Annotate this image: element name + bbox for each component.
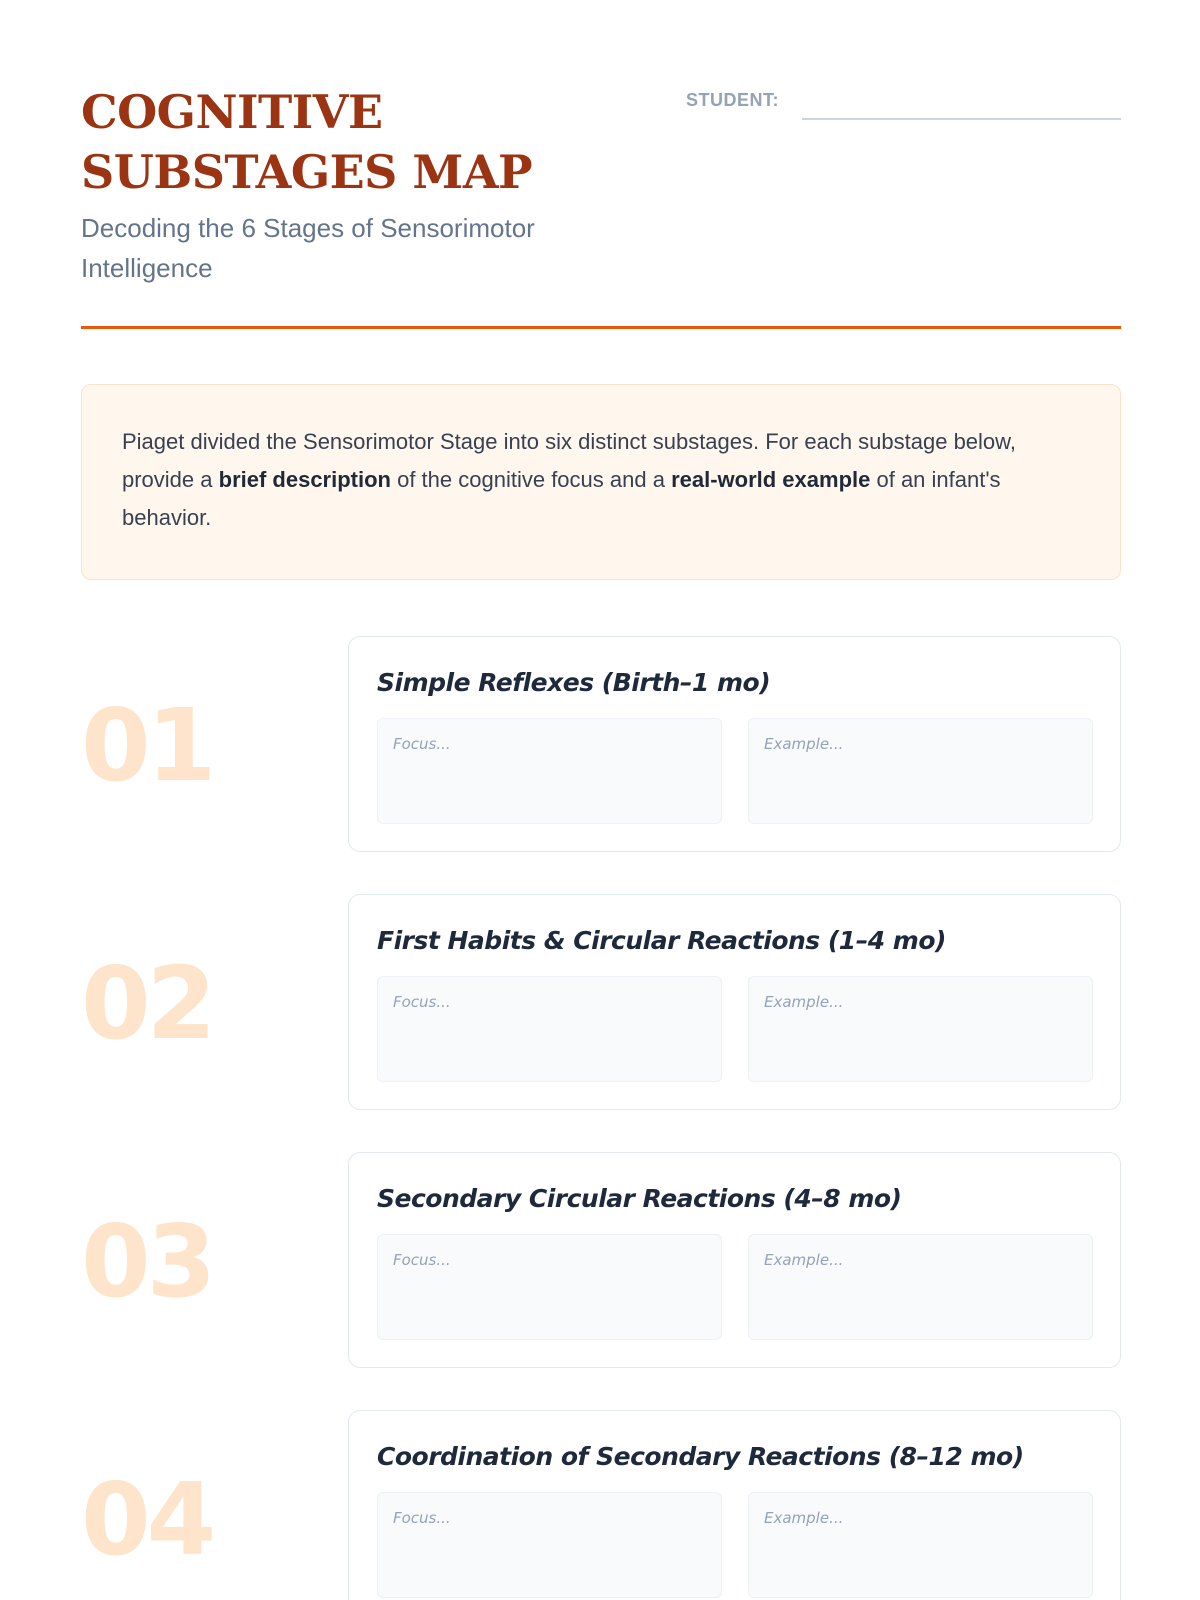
stage-card (348, 894, 1121, 1110)
instructions-box (81, 384, 1121, 580)
stage-card (348, 1410, 1121, 1600)
stage-number: 04 (81, 1461, 213, 1578)
worksheet-page (81, 0, 1121, 1600)
stage-number: 01 (81, 687, 213, 804)
stage-title: Simple Reflexes (Birth–1 mo) (377, 668, 771, 697)
instructions-text-3: of an infant's behavior. (122, 467, 1001, 530)
student-name-line[interactable] (802, 118, 1121, 120)
page-subtitle: Decoding the 6 Stages of Sensorimotor Intelligence (81, 213, 535, 283)
header-divider (81, 326, 1121, 329)
stage-title: First Habits & Circular Reactions (1–4 mo) (377, 926, 946, 955)
instructions-bold-2: real-world example (671, 467, 871, 492)
example-field[interactable]: Example... (748, 1234, 1093, 1340)
example-field[interactable]: Example... (748, 1492, 1093, 1598)
instructions-text-1: Piaget divided the Sensorimotor Stage into six distinct substages. For each substage below, provide a (122, 429, 1016, 492)
instructions-text-2: of the cognitive focus and a (390, 467, 672, 492)
example-field[interactable]: Example... (748, 718, 1093, 824)
page-title: COGNITIVE SUBSTAGES MAP (81, 85, 533, 199)
stage-row (81, 1152, 1121, 1368)
stage-row (81, 894, 1121, 1110)
stage-title: Secondary Circular Reactions (4–8 mo) (377, 1184, 902, 1213)
stage-number: 02 (81, 945, 213, 1062)
student-name-field[interactable] (686, 88, 1121, 122)
stage-number: 03 (81, 1203, 213, 1320)
example-field[interactable]: Example... (748, 976, 1093, 1082)
stage-card (348, 1152, 1121, 1368)
stage-row (81, 636, 1121, 852)
focus-field[interactable]: Focus... (377, 718, 722, 824)
stage-card (348, 636, 1121, 852)
student-label: STUDENT: (686, 90, 779, 110)
focus-field[interactable]: Focus... (377, 1234, 722, 1340)
focus-field[interactable]: Focus... (377, 1492, 722, 1598)
stage-title: Coordination of Secondary Reactions (8–12 mo) (377, 1442, 1024, 1471)
instructions-bold-1: brief description (218, 467, 391, 492)
stage-row (81, 1410, 1121, 1600)
focus-field[interactable]: Focus... (377, 976, 722, 1082)
